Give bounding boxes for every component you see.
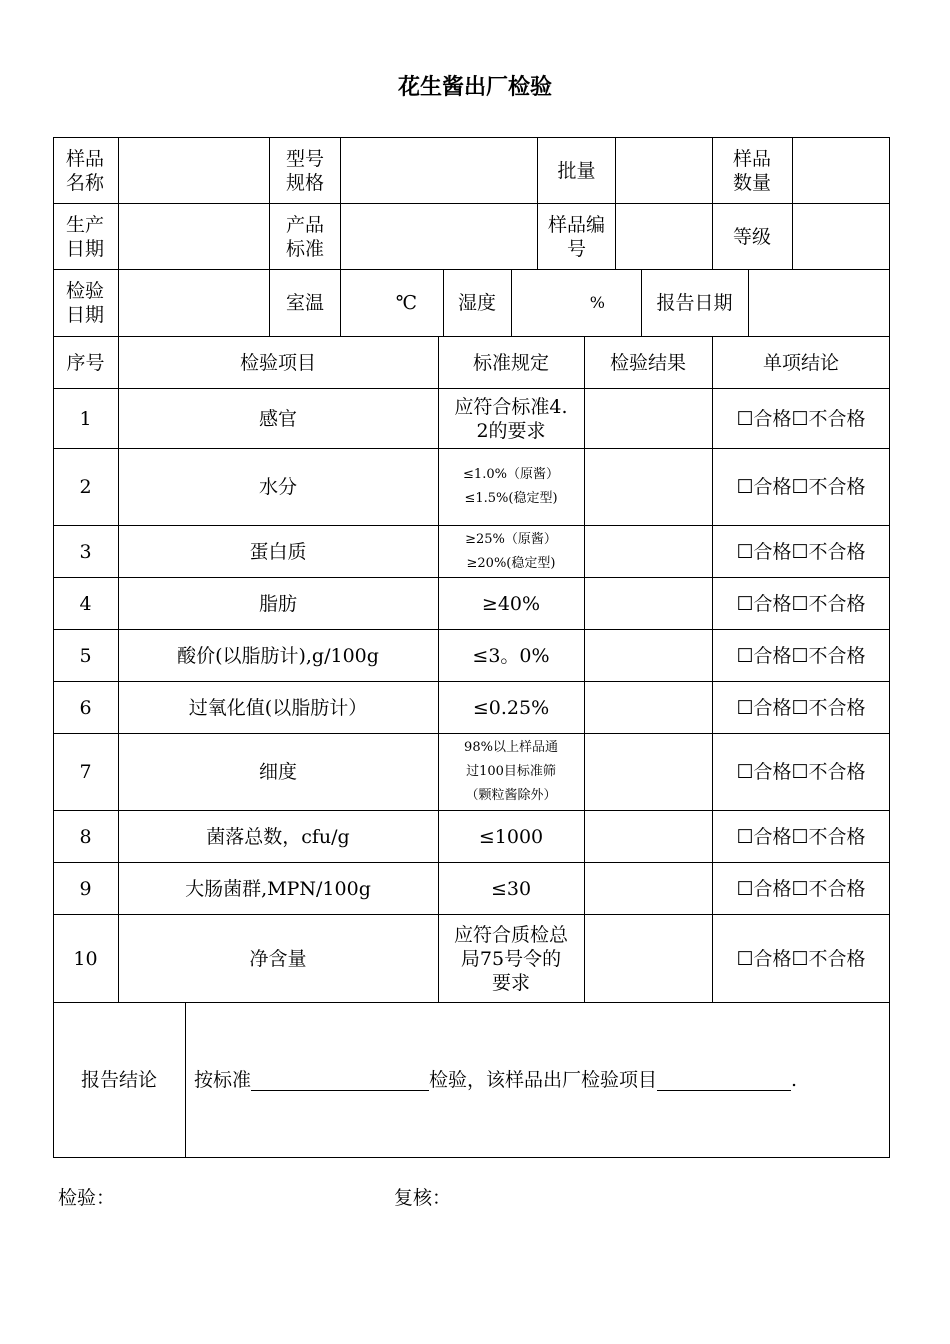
- row-result[interactable]: [584, 811, 712, 862]
- label-sample-no: 样品编号: [547, 213, 605, 260]
- row-standard: ≤1000: [478, 825, 544, 848]
- row-number: 3: [79, 540, 92, 563]
- row-standard: ≥40%: [481, 592, 541, 615]
- result-blank[interactable]: [657, 1070, 791, 1091]
- col-header-conclusion: 单项结论: [762, 351, 839, 374]
- col-header-standard: 标准规定: [472, 351, 549, 374]
- row-conclusion: ☐合格☐不合格: [736, 644, 866, 667]
- row-standard: ≤1.0%（原酱） ≤1.5%(稳定型): [463, 467, 559, 506]
- row-number: 1: [79, 407, 92, 430]
- report-text-b: 检验，该样品出厂检验项目: [429, 1069, 658, 1091]
- row-result[interactable]: [584, 915, 712, 1002]
- row-number: 9: [79, 877, 92, 900]
- row-number: 5: [79, 644, 92, 667]
- row-item: 过氧化值(以脂肪计）: [188, 696, 368, 719]
- row-standard: ≥25%（原酱） ≥20%(稳定型): [465, 531, 557, 571]
- row-result[interactable]: [584, 734, 712, 810]
- page-title: 花生酱出厂检验: [397, 75, 552, 100]
- row-item: 净含量: [249, 947, 307, 970]
- label-sample-qty: 样品数量: [732, 147, 771, 194]
- report-text-c: .: [791, 1069, 798, 1091]
- temp-unit: ℃: [395, 292, 417, 314]
- row-standard: 应符合标准4.2的要求: [454, 395, 568, 442]
- row-standard: 98%以上样品通 过100目标准筛 （颗粒酱除外）: [464, 740, 558, 803]
- label-prod-date: 生产日期: [65, 213, 104, 260]
- row-conclusion: ☐合格☐不合格: [736, 947, 866, 970]
- label-report-date: 报告日期: [656, 292, 733, 314]
- label-batch: 批量: [557, 159, 596, 182]
- row-standard: ≤3。0%: [472, 644, 550, 667]
- label-grade: 等级: [732, 225, 771, 248]
- label-report-conclusion: 报告结论: [80, 1069, 157, 1091]
- row-result[interactable]: [584, 863, 712, 914]
- row-item: 感官: [258, 407, 297, 430]
- row-result[interactable]: [584, 449, 712, 525]
- label-room-temp: 室温: [285, 292, 324, 314]
- row-conclusion: ☐合格☐不合格: [736, 825, 866, 848]
- row-result[interactable]: [584, 389, 712, 448]
- row-item: 大肠菌群,MPN/100g: [185, 877, 371, 900]
- report-conclusion-text: [194, 1003, 884, 1157]
- row-item: 水分: [258, 476, 297, 498]
- row-result[interactable]: [584, 578, 712, 629]
- row-item: 细度: [258, 761, 297, 783]
- label-sample-name: 样品名称: [65, 147, 104, 194]
- row-number: 10: [73, 947, 98, 970]
- label-product-std: 产品标准: [285, 213, 324, 260]
- standard-blank[interactable]: [251, 1070, 429, 1091]
- row-number: 7: [79, 761, 92, 783]
- col-header-item: 检验项目: [239, 351, 316, 374]
- row-conclusion: ☐合格☐不合格: [736, 540, 866, 563]
- row-standard: 应符合质检总局75号令的要求: [453, 923, 568, 994]
- row-standard: ≤0.25%: [472, 696, 550, 719]
- row-item: 菌落总数，cfu/g: [206, 825, 350, 848]
- row-result[interactable]: [584, 682, 712, 733]
- row-number: 4: [79, 592, 92, 615]
- label-humidity: 湿度: [457, 292, 496, 314]
- reviewer-label: 复核：: [394, 1187, 452, 1209]
- row-number: 2: [79, 476, 92, 498]
- row-number: 6: [79, 696, 92, 719]
- row-item: 酸价(以脂肪计),g/100g: [177, 644, 379, 667]
- row-conclusion: ☐合格☐不合格: [736, 476, 866, 498]
- col-header-result: 检验结果: [609, 351, 686, 374]
- label-test-date: 检验日期: [65, 280, 104, 326]
- row-number: 8: [79, 825, 92, 848]
- col-header-no: 序号: [66, 351, 105, 374]
- row-conclusion: ☐合格☐不合格: [736, 696, 866, 719]
- row-result[interactable]: [584, 630, 712, 681]
- row-conclusion: ☐合格☐不合格: [736, 592, 866, 615]
- row-conclusion: ☐合格☐不合格: [736, 877, 866, 900]
- row-standard: ≤30: [490, 877, 532, 900]
- humidity-unit: %: [589, 293, 605, 312]
- row-conclusion: ☐合格☐不合格: [736, 407, 866, 430]
- report-text-a: 按标准: [194, 1069, 252, 1091]
- row-result[interactable]: [584, 526, 712, 577]
- row-conclusion: ☐合格☐不合格: [736, 761, 866, 783]
- row-item: 脂肪: [258, 592, 297, 615]
- label-model: 型号规格: [285, 147, 324, 194]
- row-item: 蛋白质: [249, 540, 307, 563]
- inspector-label: 检验：: [58, 1187, 116, 1209]
